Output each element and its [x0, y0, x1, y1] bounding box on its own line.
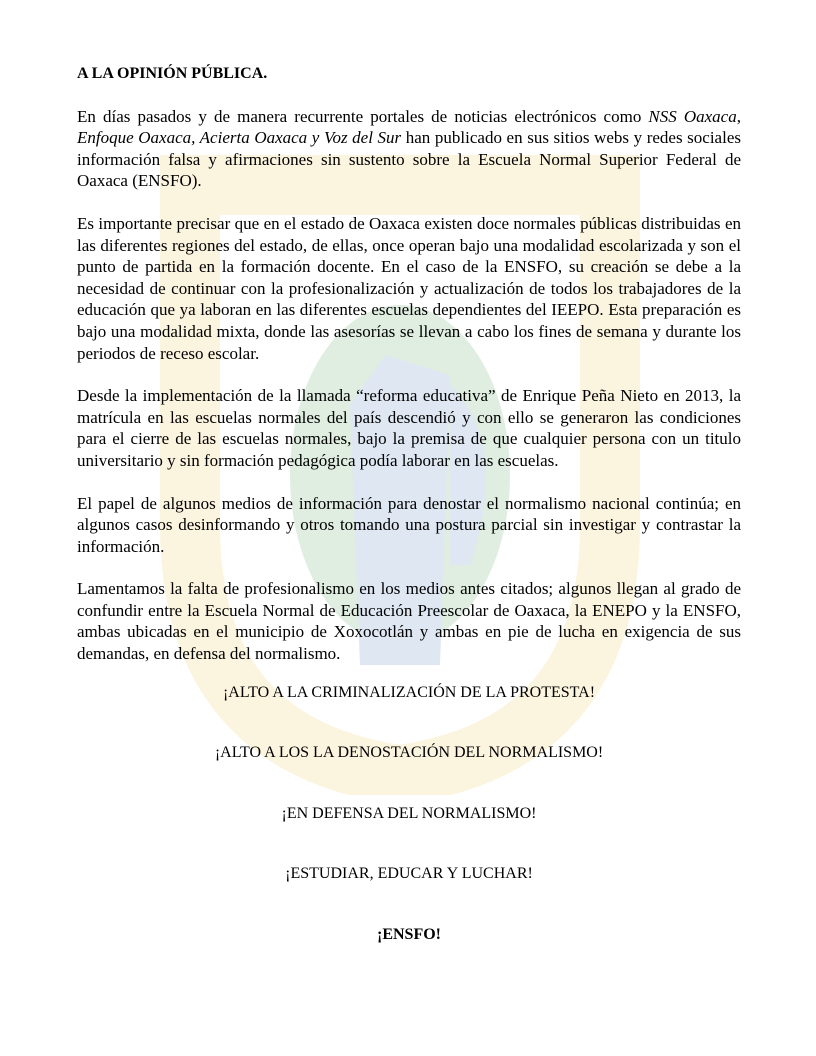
- paragraph-4: El papel de algunos medios de información para denostar el normalismo nacional continúa; en algunos casos desinformando y otros tomando una postura parcial sin investigar y contrastar la información.: [77, 493, 741, 556]
- paragraph-1: [77, 106, 741, 192]
- media-names-list: Enfoque Oaxaca, Acierta Oaxaca y Voz del Sur: [77, 128, 402, 148]
- paragraph-3: Desde la implementación de la llamada “reforma educativa” de Enrique Peña Nieto en 2013, la matrícula en las escuelas normales del país descendió y con ello se generaron las condiciones para el cierre de las escuelas normales, bajo la premisa de que cualquier persona con un titulo universitario y sin formación pedagógica podía laborar en las escuelas.: [77, 386, 741, 470]
- signature: ¡ENSFO!: [377, 926, 441, 944]
- media-name-nss-oaxaca: NSS Oaxaca: [648, 106, 737, 126]
- slogan-defensa: ¡EN DEFENSA DEL NORMALISMO!: [281, 804, 537, 822]
- slogan-estudiar: ¡ESTUDIAR, EDUCAR Y LUCHAR!: [285, 865, 533, 883]
- paragraph-2: Es importante precisar que en el estado de Oaxaca existen doce normales públicas distribuidas en las diferentes regiones del estado, de ellas, once operan bajo una modalidad escolarizada y son el punto de partida en la formación docente. En el caso de la ENSFO, su creación se debe a la necesidad de continuar con la profesionalización y actualización de todos los trabajadores de la educación que ya laboran en las diferentes escuelas dependientes del IEEPO. Esta preparación es bajo una modalidad mixta, donde las asesorías se llevan a cabo los fines de semana y durante los periodos de receso escolar.: [77, 213, 741, 363]
- paragraph-1-separator: ,: [736, 106, 741, 126]
- paragraph-1-intro: En días pasados y de manera recurrente portales de noticias electrónicos como: [77, 106, 649, 126]
- paragraph-5: Lamentamos la falta de profesionalismo en los medios antes citados; algunos llegan al grado de confundir entre la Escuela Normal de Educación Preescolar de Oaxaca, la ENEPO y la ENSFO, ambas ubicadas en el municipio de Xoxocotlán y ambas en pie de lucha en exigencia de sus demandas, en defensa del normalismo.: [77, 579, 741, 664]
- letter-body: [77, 63, 741, 946]
- slogan-denostacion: ¡ALTO A LOS LA DENOSTACIÓN DEL NORMALISMO!: [214, 744, 604, 762]
- paragraph-1-rest: han publicado en sus sitios webs y redes sociales información falsa y afirmaciones sin sustento sobre la Escuela Normal Superior Federal de Oaxaca (ENSFO).: [77, 128, 741, 191]
- slogan-criminalizacion: ¡ALTO A LA CRIMINALIZACIÓN DE LA PROTESTA!: [222, 683, 596, 701]
- letter-title: A LA OPINIÓN PÚBLICA.: [77, 65, 268, 82]
